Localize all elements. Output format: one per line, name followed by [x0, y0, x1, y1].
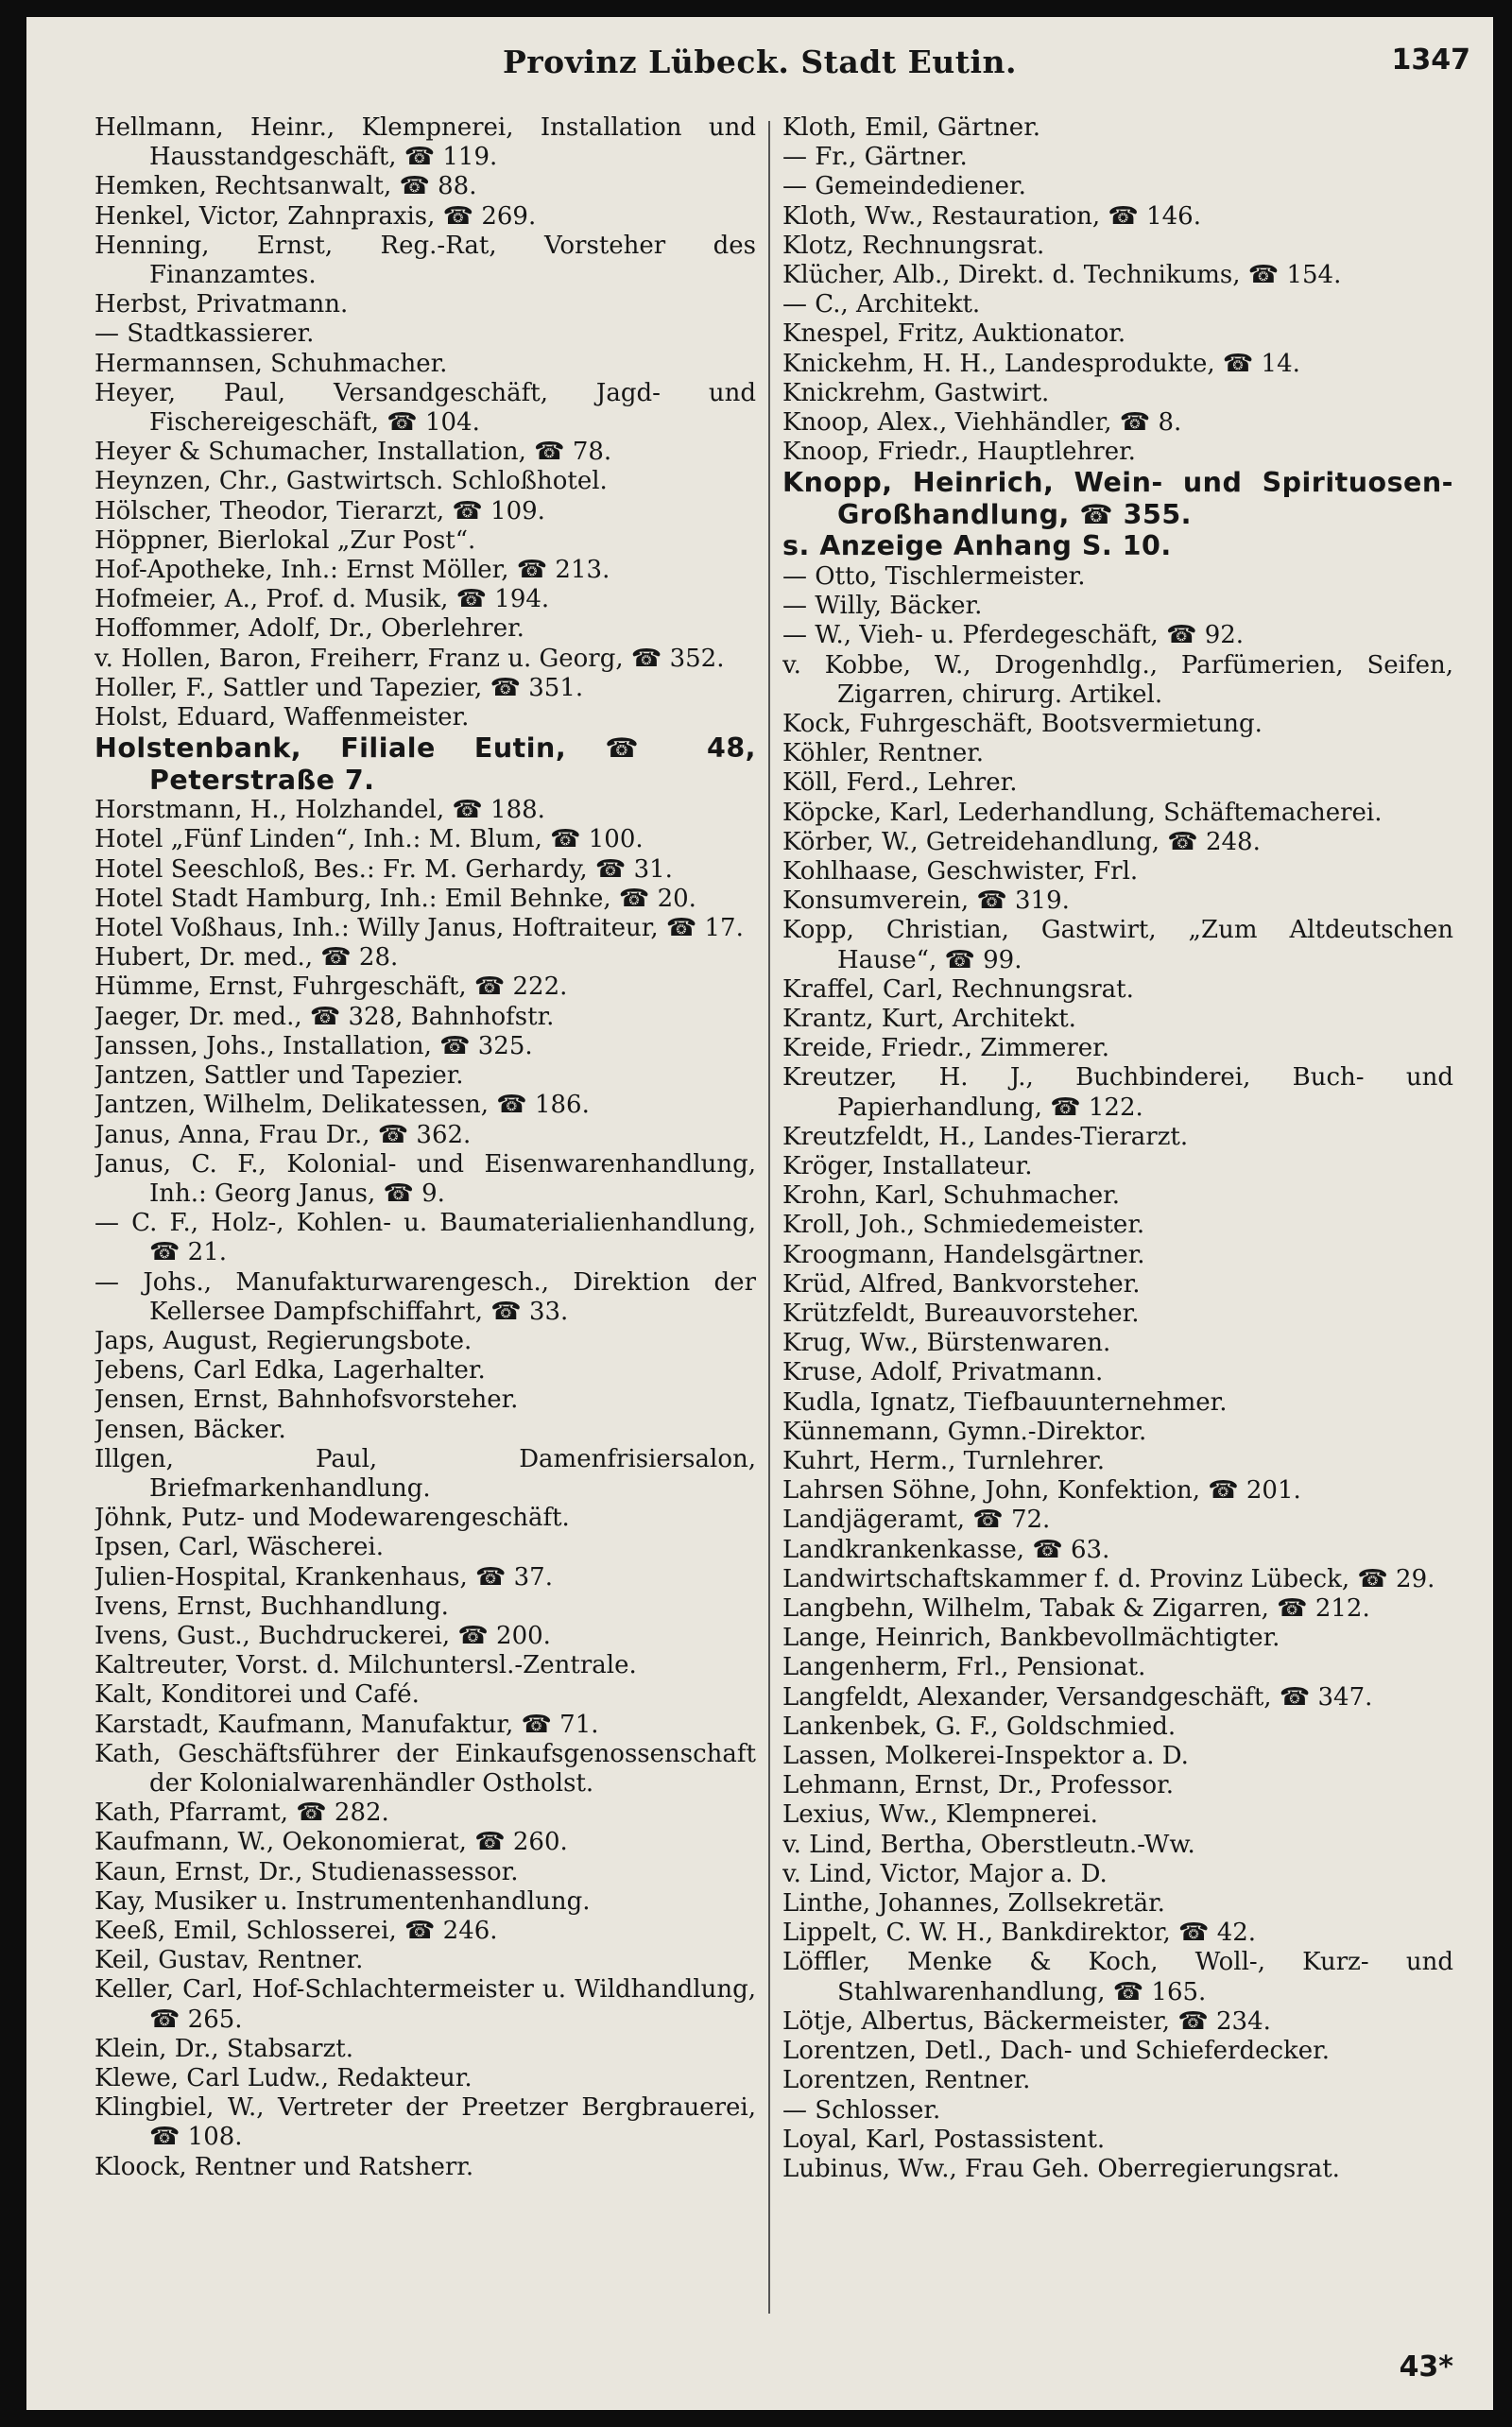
- directory-entry: Janus, Anna, Frau Dr., ☎ 362.: [94, 1120, 472, 1149]
- directory-entry: Kloth, Emil, Gärtner.: [782, 113, 1041, 142]
- directory-entry: Heynzen, Chr., Gastwirtsch. Schloßhotel.: [94, 467, 608, 496]
- directory-entry: Ipsen, Carl, Wäscherei.: [94, 1533, 384, 1562]
- directory-entry: Ivens, Ernst, Buchhandlung.: [94, 1592, 449, 1621]
- directory-entry: Köpcke, Karl, Lederhandlung, Schäftemacherei.: [782, 798, 1383, 827]
- directory-entry: Köhler, Rentner.: [782, 739, 985, 768]
- directory-entry: Lankenbek, G. F., Goldschmied.: [782, 1712, 1177, 1741]
- directory-entry: Kruse, Adolf, Privatmann.: [782, 1358, 1104, 1387]
- directory-entry: Ivens, Gust., Buchdruckerei, ☎ 200.: [94, 1621, 551, 1650]
- directory-entry: Kath, Geschäftsführer der Einkaufsgenossenschaft der Kolonialwarenhändler Ostholst.: [94, 1739, 756, 1798]
- column-divider: [768, 121, 770, 2314]
- directory-entry: Keller, Carl, Hof-Schlachtermeister u. Wildhandlung, ☎ 265.: [94, 1975, 756, 2034]
- directory-entry: Heyer & Schumacher, Installation, ☎ 78.: [94, 438, 612, 467]
- directory-entry: Jensen, Bäcker.: [94, 1415, 286, 1444]
- directory-entry: Jaeger, Dr. med., ☎ 328, Bahnhofstr.: [94, 1002, 555, 1031]
- directory-entry: Horstmann, H., Holzhandel, ☎ 188.: [94, 796, 545, 825]
- directory-entry: Klewe, Carl Ludw., Redakteur.: [94, 2064, 472, 2092]
- signature-mark: 43*: [1399, 2350, 1453, 2384]
- directory-entry: Kay, Musiker u. Instrumentenhandlung.: [94, 1886, 591, 1916]
- directory-entry: Kock, Fuhrgeschäft, Bootsvermietung.: [782, 709, 1263, 738]
- directory-entry: — W., Vieh- u. Pferdegeschäft, ☎ 92.: [782, 621, 1245, 650]
- directory-entry: Linthe, Johannes, Zollsekretär.: [782, 1889, 1165, 1919]
- directory-entry: Keil, Gustav, Rentner.: [94, 1946, 364, 1975]
- directory-entry: Lubinus, Ww., Frau Geh. Oberregierungsrat.: [782, 2154, 1340, 2183]
- directory-entry: Jensen, Ernst, Bahnhofsvorsteher.: [94, 1386, 519, 1415]
- directory-entry: v. Kobbe, W., Drogenhdlg., Parfümerien, Seifen, Zigarren, chirurg. Artikel.: [782, 650, 1453, 709]
- directory-entry: Hotel Voßhaus, Inh.: Willy Janus, Hoftraiteur, ☎ 17.: [94, 914, 744, 943]
- directory-entry: — Schlosser.: [782, 2095, 941, 2125]
- directory-entry: Henkel, Victor, Zahnpraxis, ☎ 269.: [94, 201, 537, 231]
- directory-entry: Klein, Dr., Stabsarzt.: [94, 2034, 354, 2063]
- directory-entry: Kreutzer, H. J., Buchbinderei, Buch- und Papierhandlung, ☎ 122.: [782, 1063, 1453, 1122]
- directory-entry: Klücher, Alb., Direkt. d. Technikums, ☎ 154.: [782, 261, 1342, 290]
- directory-entry: — Stadtkassierer.: [94, 319, 315, 349]
- directory-entry: Lexius, Ww., Klempnerei.: [782, 1800, 1098, 1830]
- directory-entry: v. Hollen, Baron, Freiherr, Franz u. Georg, ☎ 352.: [94, 644, 725, 673]
- directory-entry: Kuhrt, Herm., Turnlehrer.: [782, 1447, 1106, 1476]
- directory-entry: Hoffommer, Adolf, Dr., Oberlehrer.: [94, 614, 524, 644]
- directory-entry: s. Anzeige Anhang S. 10.: [782, 530, 1172, 562]
- directory-entry: Krantz, Kurt, Architekt.: [782, 1004, 1076, 1033]
- directory-entry: Kudla, Ignatz, Tiefbauunternehmer.: [782, 1387, 1228, 1417]
- directory-entry: Hotel Seeschloß, Bes.: Fr. M. Gerhardy, ☎ 31.: [94, 854, 673, 884]
- page-title: Provinz Lübeck. Stadt Eutin.: [502, 43, 1017, 80]
- directory-entry: Keeß, Emil, Schlosserei, ☎ 246.: [94, 1916, 498, 1945]
- page-header: [26, 34, 1493, 91]
- directory-entry: Hotel „Fünf Linden“, Inh.: M. Blum, ☎ 100.: [94, 825, 644, 854]
- directory-entry: Kroogmann, Handelsgärtner.: [782, 1240, 1145, 1269]
- directory-entry: Lorentzen, Detl., Dach- und Schieferdecker.: [782, 2037, 1331, 2066]
- directory-entry: Krüd, Alfred, Bankvorsteher.: [782, 1269, 1141, 1299]
- directory-entry: — Johs., Manufakturwarengesch., Direktion der Kellersee Dampfschiffahrt, ☎ 33.: [94, 1267, 756, 1326]
- directory-entry: Lassen, Molkerei-Inspektor a. D.: [782, 1742, 1189, 1771]
- directory-entry: Henning, Ernst, Reg.-Rat, Vorsteher des Finanzamtes.: [94, 231, 756, 290]
- directory-entry: v. Lind, Victor, Major a. D.: [782, 1859, 1108, 1888]
- directory-entry: Hümme, Ernst, Fuhrgeschäft, ☎ 222.: [94, 973, 568, 1002]
- directory-entry: — Otto, Tischlermeister.: [782, 561, 1086, 591]
- directory-entry: Lippelt, C. W. H., Bankdirektor, ☎ 42.: [782, 1919, 1257, 1948]
- directory-entry: Langfeldt, Alexander, Versandgeschäft, ☎ 347.: [782, 1682, 1373, 1712]
- directory-entry: Langenherm, Frl., Pensionat.: [782, 1653, 1146, 1682]
- directory-entry: Krützfeldt, Bureauvorsteher.: [782, 1300, 1140, 1329]
- directory-entry: Köll, Ferd., Lehrer.: [782, 768, 1018, 798]
- directory-entry: Janssen, Johs., Installation, ☎ 325.: [94, 1031, 533, 1060]
- directory-entry: Knickehm, H. H., Landesprodukte, ☎ 14.: [782, 349, 1300, 378]
- directory-entry: Klotz, Rechnungsrat.: [782, 231, 1045, 260]
- directory-entry: Landjägeramt, ☎ 72.: [782, 1506, 1051, 1535]
- directory-entry: v. Lind, Bertha, Oberstleutn.-Ww.: [782, 1830, 1195, 1859]
- directory-entry: Kaun, Ernst, Dr., Studienassessor.: [94, 1857, 519, 1886]
- directory-entry: Janus, C. F., Kolonial- und Eisenwarenhandlung, Inh.: Georg Janus, ☎ 9.: [94, 1149, 756, 1208]
- directory-entry: Kreide, Friedr., Zimmerer.: [782, 1034, 1110, 1063]
- directory-entry: — Willy, Bäcker.: [782, 592, 983, 621]
- directory-entry: — C., Architekt.: [782, 290, 981, 319]
- directory-entry: Klingbiel, W., Vertreter der Preetzer Bergbrauerei, ☎ 108.: [94, 2093, 756, 2152]
- directory-entry: Körber, W., Getreidehandlung, ☎ 248.: [782, 827, 1261, 856]
- directory-entry: Landwirtschaftskammer f. d. Provinz Lübeck, ☎ 29.: [782, 1564, 1435, 1593]
- directory-entry: Kloth, Ww., Restauration, ☎ 146.: [782, 201, 1201, 231]
- directory-entry: — Fr., Gärtner.: [782, 143, 968, 172]
- directory-entry: Knespel, Fritz, Auktionator.: [782, 319, 1126, 349]
- directory-entry: Landkrankenkasse, ☎ 63.: [782, 1535, 1110, 1564]
- directory-entry: Hof-Apotheke, Inh.: Ernst Möller, ☎ 213.: [94, 556, 610, 585]
- directory-entry: Knopp, Heinrich, Wein- und Spirituosen-Großhandlung, ☎ 355.: [782, 467, 1453, 530]
- left-column: [94, 113, 756, 2363]
- directory-entry: Krug, Ww., Bürstenwaren.: [782, 1329, 1111, 1358]
- directory-entry: Lorentzen, Rentner.: [782, 2066, 1031, 2095]
- directory-entry: Julien-Hospital, Krankenhaus, ☎ 37.: [94, 1562, 553, 1592]
- directory-entry: Kröger, Installateur.: [782, 1152, 1033, 1180]
- directory-entry: Jöhnk, Putz- und Modewarengeschäft.: [94, 1504, 570, 1533]
- directory-entry: Hubert, Dr. med., ☎ 28.: [94, 943, 399, 973]
- directory-entry: Holst, Eduard, Waffenmeister.: [94, 703, 470, 732]
- page-number: 1347: [1391, 43, 1470, 77]
- directory-entry: Künnemann, Gymn.-Direktor.: [782, 1417, 1147, 1446]
- directory-entry: Lehmann, Ernst, Dr., Professor.: [782, 1771, 1175, 1800]
- directory-page: [26, 17, 1493, 2410]
- directory-entry: — C. F., Holz-, Kohlen- u. Baumaterialienhandlung, ☎ 21.: [94, 1209, 756, 1267]
- directory-entry: Kroll, Joh., Schmiedemeister.: [782, 1211, 1145, 1240]
- directory-entry: Langbehn, Wilhelm, Tabak & Zigarren, ☎ 212.: [782, 1594, 1370, 1624]
- directory-entry: Kopp, Christian, Gastwirt, „Zum Altdeutschen Hause“, ☎ 99.: [782, 916, 1453, 974]
- directory-entry: Karstadt, Kaufmann, Manufaktur, ☎ 71.: [94, 1710, 599, 1739]
- directory-entry: Herbst, Privatmann.: [94, 290, 349, 319]
- right-column: [782, 113, 1453, 2363]
- directory-entry: Knoop, Alex., Viehhändler, ☎ 8.: [782, 408, 1182, 438]
- directory-entry: Konsumverein, ☎ 319.: [782, 886, 1070, 916]
- directory-entry: Kohlhaase, Geschwister, Frl.: [782, 856, 1139, 886]
- directory-entry: Jantzen, Wilhelm, Delikatessen, ☎ 186.: [94, 1091, 590, 1120]
- directory-entry: Hölscher, Theodor, Tierarzt, ☎ 109.: [94, 496, 545, 525]
- directory-entry: Löffler, Menke & Koch, Woll-, Kurz- und Stahlwarenhandlung, ☎ 165.: [782, 1948, 1453, 2006]
- directory-entry: Hemken, Rechtsanwalt, ☎ 88.: [94, 172, 477, 201]
- directory-entry: Illgen, Paul, Damenfrisiersalon, Briefmarkenhandlung.: [94, 1444, 756, 1503]
- directory-entry: Kraffel, Carl, Rechnungsrat.: [782, 974, 1134, 1004]
- directory-entry: Lötje, Albertus, Bäckermeister, ☎ 234.: [782, 2006, 1271, 2036]
- directory-entry: Holstenbank, Filiale Eutin, ☎ 48, Peterstraße 7.: [94, 732, 756, 796]
- directory-entry: Kaltreuter, Vorst. d. Milchuntersl.-Zentrale.: [94, 1651, 637, 1680]
- directory-entry: Jantzen, Sattler und Tapezier.: [94, 1061, 464, 1091]
- directory-entry: Japs, August, Regierungsbote.: [94, 1326, 472, 1355]
- directory-entry: Hellmann, Heinr., Klempnerei, Installation und Hausstandgeschäft, ☎ 119.: [94, 113, 756, 172]
- directory-entry: Hofmeier, A., Prof. d. Musik, ☎ 194.: [94, 585, 550, 614]
- directory-entry: Heyer, Paul, Versandgeschäft, Jagd- und Fischereigeschäft, ☎ 104.: [94, 378, 756, 438]
- directory-entry: Kloock, Rentner und Ratsherr.: [94, 2152, 474, 2181]
- directory-entry: Krohn, Karl, Schuhmacher.: [782, 1181, 1121, 1211]
- directory-entry: Hermannsen, Schuhmacher.: [94, 349, 448, 378]
- directory-entry: Loyal, Karl, Postassistent.: [782, 2125, 1106, 2154]
- directory-entry: Kreutzfeldt, H., Landes-Tierarzt.: [782, 1122, 1189, 1151]
- directory-entry: Holler, F., Sattler und Tapezier, ☎ 351.: [94, 673, 584, 702]
- directory-entry: — Gemeindediener.: [782, 172, 1026, 201]
- directory-entry: Höppner, Bierlokal „Zur Post“.: [94, 525, 476, 555]
- directory-entry: Kalt, Konditorei und Café.: [94, 1680, 420, 1710]
- directory-entry: Kath, Pfarramt, ☎ 282.: [94, 1799, 389, 1828]
- directory-entry: Knickrehm, Gastwirt.: [782, 378, 1050, 407]
- directory-entry: Kaufmann, W., Oekonomierat, ☎ 260.: [94, 1828, 568, 1857]
- directory-entry: Knoop, Friedr., Hauptlehrer.: [782, 438, 1136, 467]
- directory-entry: Hotel Stadt Hamburg, Inh.: Emil Behnke, ☎ 20.: [94, 884, 696, 913]
- directory-entry: Lahrsen Söhne, John, Konfektion, ☎ 201.: [782, 1476, 1301, 1506]
- directory-entry: Lange, Heinrich, Bankbevollmächtigter.: [782, 1624, 1280, 1653]
- directory-entry: Jebens, Carl Edka, Lagerhalter.: [94, 1356, 486, 1386]
